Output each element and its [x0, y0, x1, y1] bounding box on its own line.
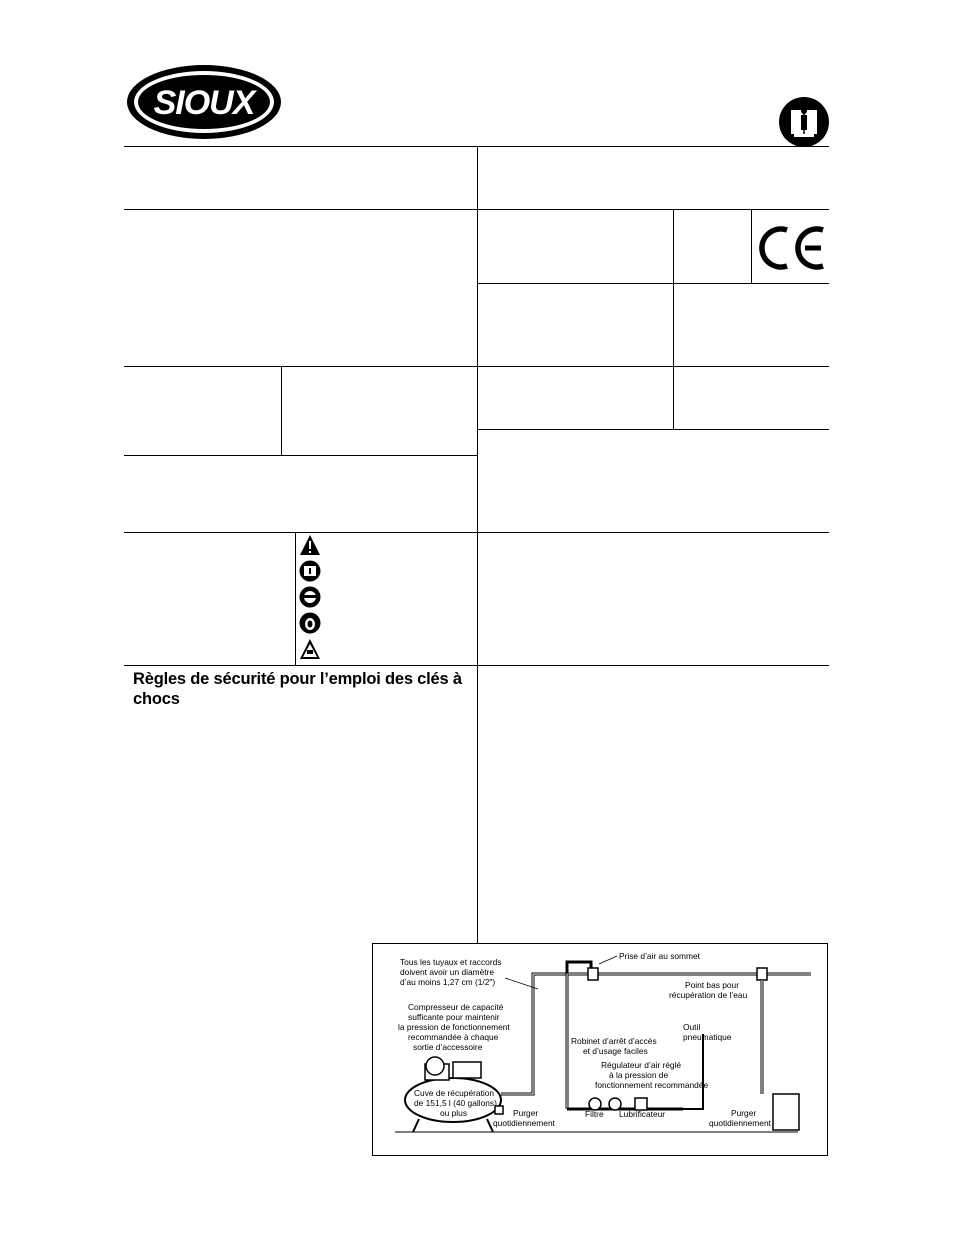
- label-low-point-1: Point bas pour: [685, 980, 740, 990]
- table-rule: [478, 283, 829, 284]
- label-hoses-2: doivent avoir un diamètre: [400, 967, 495, 977]
- label-compressor-2: sufficante pour maintenir: [408, 1012, 500, 1022]
- label-compressor-3: la pression de fonctionnement: [398, 1022, 510, 1032]
- section-heading-line2: chocs: [133, 690, 180, 708]
- table-divider: [477, 146, 478, 946]
- label-drain-left-1: Purger: [513, 1108, 539, 1118]
- read-manual-icon: [299, 560, 321, 582]
- label-drain-right-2: quotidiennement: [709, 1118, 771, 1128]
- sioux-logo: [124, 62, 284, 142]
- label-filter: Filtre: [585, 1109, 604, 1119]
- table-divider: [281, 366, 282, 455]
- label-tool-2: pneumatique: [683, 1032, 732, 1042]
- eye-protection-icon: [299, 586, 321, 608]
- table-rule: [124, 455, 478, 456]
- label-hoses-3: d’au moins 1,27 cm (1/2"): [400, 977, 496, 987]
- table-divider: [751, 209, 752, 283]
- label-tank-1: Cuve de récupération: [414, 1088, 495, 1098]
- ear-protection-icon: [299, 612, 321, 634]
- label-tank-3: ou plus: [440, 1108, 468, 1118]
- label-lubricator: Lubrificateur: [619, 1109, 666, 1119]
- label-compressor-5: sortie d’accessoire: [413, 1042, 483, 1052]
- table-divider: [295, 532, 296, 665]
- table-rule: [478, 429, 829, 430]
- label-low-point-2: récupération de l’eau: [669, 990, 748, 1000]
- section-heading: [133, 669, 463, 709]
- label-drain-left-2: quotidiennement: [493, 1118, 555, 1128]
- label-compressor-4: recommandée à chaque: [408, 1032, 499, 1042]
- table-divider: [673, 209, 674, 429]
- label-regulator-1: Régulateur d’air réglé: [601, 1060, 682, 1070]
- warning-icon: [299, 534, 321, 556]
- label-compressor-1: Compresseur de capacité: [408, 1002, 504, 1012]
- label-tank-2: de 151,5 l (40 gallons): [414, 1098, 497, 1108]
- label-hoses-1: Tous les tuyaux et raccords: [400, 957, 502, 967]
- ce-mark: [757, 222, 829, 274]
- label-valve-1: Robinet d’arrêt d’accès: [571, 1036, 657, 1046]
- label-tool-1: Outil: [683, 1022, 701, 1032]
- air-system-diagram: [372, 943, 828, 1156]
- label-drain-right-1: Purger: [731, 1108, 757, 1118]
- label-regulator-3: fonctionnement recommandée: [595, 1080, 709, 1090]
- section-heading-line1: Règles de sécurité pour l’emploi des clés à: [133, 670, 462, 688]
- label-top-intake: Prise d’air au sommet: [619, 951, 700, 961]
- label-valve-2: et d’usage faciles: [583, 1046, 648, 1056]
- read-manual-icon: [778, 96, 830, 148]
- logo-text: SIOUX: [153, 84, 255, 122]
- hand-hazard-icon: [299, 638, 321, 660]
- label-regulator-2: à la pression de: [609, 1070, 669, 1080]
